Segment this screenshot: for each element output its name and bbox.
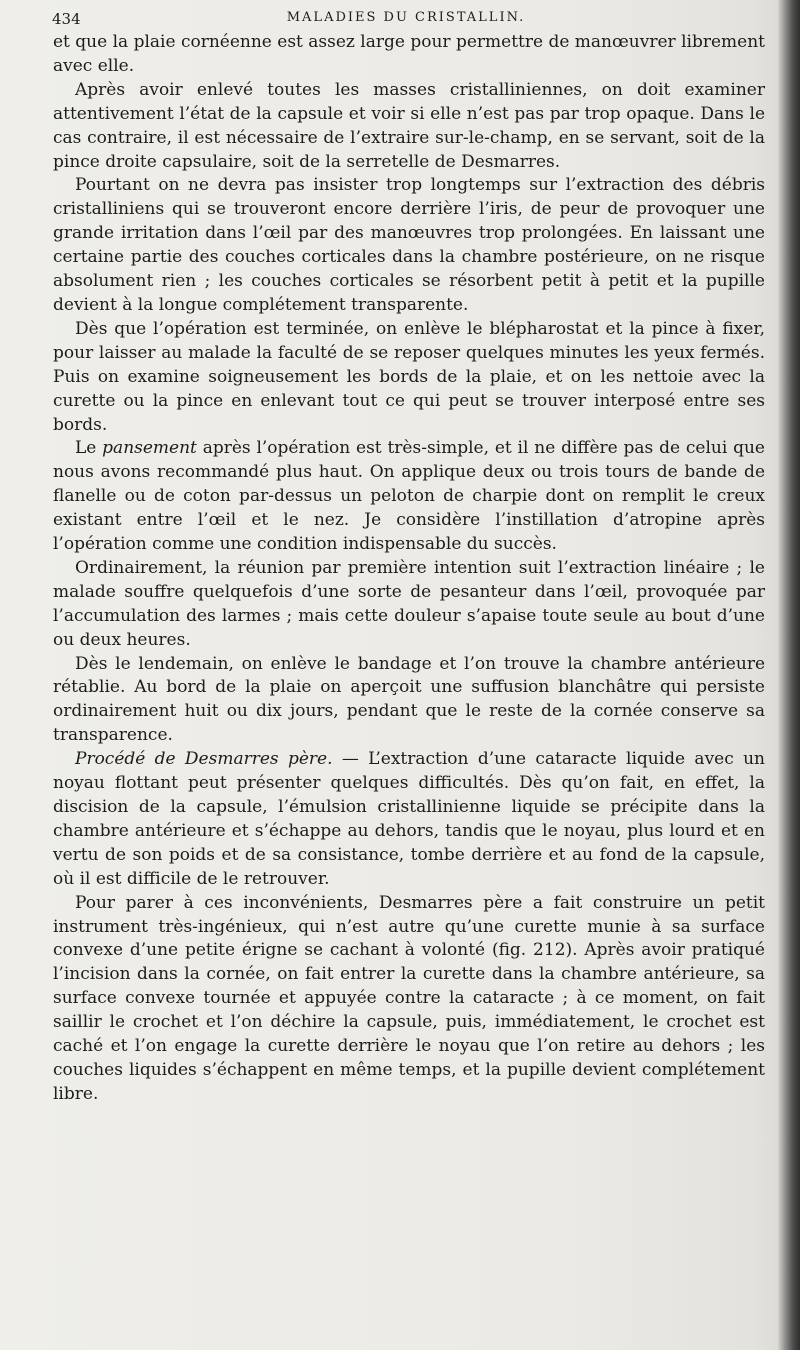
paragraph (53, 79, 765, 175)
paragraph-text: Pourtant on ne devra pas insister trop longtemps sur l’extraction des débris cristalliniens qui se trouveront encore derrière l’iris, de peur de provoquer une grande irritation dans l’œil par des manœuvres trop prolongées. En laissant une certaine partie des couches corticales dans la chambre postérieure, on ne risque absolument rien ; les couches corticales se résorbent petit à petit et la pupille devient à la longue complétement transparente. (53, 175, 765, 315)
paragraph-text: Dès le lendemain, on enlève le bandage et l’on trouve la chambre antérieure rétablie. Au bord de la plaie on aperçoit une suffusion blanchâtre qui persiste ordinairement huit ou dix jours, pendant que le reste de la cornée conserve sa transparence. (53, 653, 765, 746)
paragraph-text: Pour parer à ces inconvénients, Desmarres père a fait construire un petit instrument très-ingénieux, qui n’est autre qu’une curette munie à sa surface convexe d’une petite érigne se cachant à volonté (fig. 212). Après avoir pratiqué l’incision dans la cornée, on fait entrer la curette dans la chambre antérieure, sa surface convexe tournée et appuyée contre la cataracte ; à ce moment, on fait saillir le crochet et l’on déchire la capsule, puis, immédiatement, le crochet est caché et l’on engage la curette derrière le noyau que l’on retire au dehors ; les couches liquides s’échappent en même temps, et la pupille devient complétement libre. (53, 892, 765, 1104)
page-number: 434 (52, 10, 81, 28)
paragraph-text: — L’extraction d’une cataracte liquide avec un noyau flottant peut présenter quelques difficultés. Dès qu’on fait, en effet, la discision de la capsule, l’émulsion cristallinienne liquide se précipite dans la chambre antérieure et s’échappe au dehors, tandis que le noyau, plus lourd et en vertu de son poids et de sa consistance, tombe derrière et au fond de la capsule, où il est difficile de le retrouver. (53, 749, 765, 889)
paragraph-text: Ordinairement, la réunion par première intention suit l’extraction linéaire ; le malade souffre quelquefois d’une sorte de pesanteur dans l’œil, provoquée par l’accumulation des larmes ; mais cette douleur s’apaise toute seule au bout d’une ou deux heures. (53, 557, 765, 650)
paragraph (53, 31, 765, 79)
paragraph-text: après l’opération est très-simple, et il ne diffère pas de celui que nous avons recommandé plus haut. On applique deux ou trois tours de bande de flanelle ou de coton par-dessus un peloton de charpie dont on remplit le creux existant entre l’œil et le nez. Je considère l’instillation d’atropine après l’opération comme une condition indispensable du succès. (53, 438, 765, 555)
page-binding-edge (778, 0, 800, 1350)
paragraph (53, 653, 765, 749)
paragraph (53, 892, 765, 1107)
paragraph (53, 557, 765, 653)
paragraph (53, 437, 765, 557)
page-header (52, 6, 760, 32)
paragraph-text: Le (75, 438, 103, 459)
italic-term: pansement (102, 438, 197, 459)
paragraph (53, 748, 765, 891)
section-heading: Procédé de Desmarres père. (75, 749, 333, 770)
paragraph-text: Dès que l’opération est terminée, on enlève le blépharostat et la pince à fixer, pour laisser au malade la faculté de se reposer quelques minutes les yeux fermés. Puis on examine soigneusement les bords de la plaie, et on les nettoie avec la curette ou la pince en enlevant tout ce qui peut se trouver interposé entre ses bords. (53, 318, 765, 435)
running-title: MALADIES DU CRISTALLIN. (286, 10, 526, 25)
body-text (53, 31, 765, 1107)
paragraph-text: et que la plaie cornéenne est assez large pour permettre de manœuvrer librement avec elle. (53, 32, 765, 76)
paragraph-text: Après avoir enlevé toutes les masses cristalliniennes, on doit examiner attentivement l’état de la capsule et voir si elle n’est pas par trop opaque. Dans le cas contraire, il est nécessaire de l’extraire sur-le-champ, en se servant, soit de la pince droite capsulaire, soit de la serretelle de Desmarres. (53, 79, 765, 172)
paragraph (53, 318, 765, 438)
paragraph (53, 174, 765, 317)
